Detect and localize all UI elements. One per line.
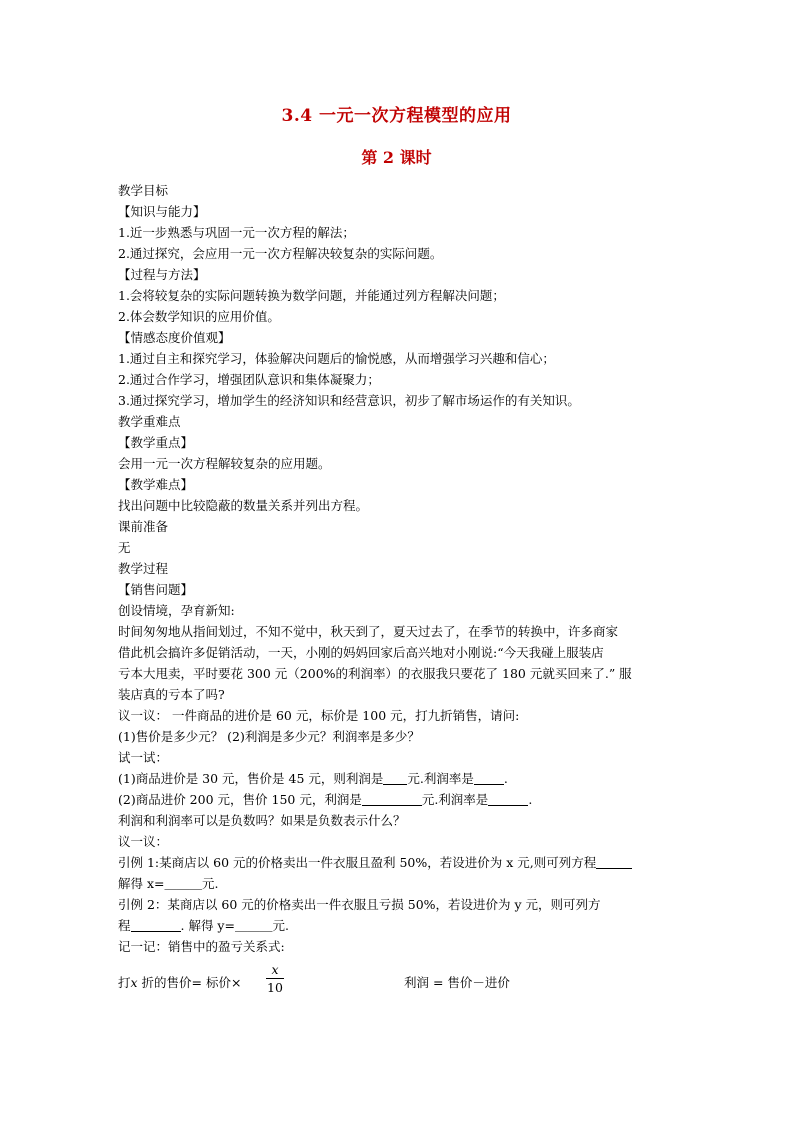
text-run: 元.利润率是: [421, 792, 489, 807]
example-line: [118, 915, 678, 936]
paragraph-line: 引例 2：某商店以 60 元的价格卖出一件衣服且亏损 50%，若设进价为 y 元，则可列方: [118, 897, 601, 912]
text-run: . 解得 y=＿＿＿元.: [180, 918, 289, 933]
fraction-numerator: x: [266, 961, 284, 979]
text-run: (2)商品进价 200 元，售价 150 元，利润是: [118, 792, 362, 807]
answer-blank: [488, 791, 528, 806]
paragraph-line: (1)售价是多少元？ (2)利润是多少元？利润率是多少？: [118, 729, 420, 744]
paragraph-line: 利润和利润率可以是负数吗？如果是负数表示什么？: [118, 813, 406, 828]
document-body: [118, 180, 678, 1005]
formula-row: [118, 961, 678, 1005]
text-run: .: [503, 771, 508, 786]
paragraph-line: 议一议：: [118, 834, 169, 849]
text-run: (1)商品进价是 30 元，售价是 45 元，则利润是: [118, 771, 384, 786]
paragraph-line: 2.通过探究，会应用一元一次方程解决较复杂的实际问题。: [118, 246, 443, 261]
paragraph-line: 会用一元一次方程解较复杂的应用题。: [118, 456, 331, 471]
exercise-line-1: [118, 768, 678, 789]
section-heading: 教学重难点: [118, 414, 181, 429]
subsection-heading: 【教学重点】: [118, 435, 194, 450]
paragraph-line: 解得 x=＿＿＿元.: [118, 876, 219, 891]
text-run: 打: [118, 975, 131, 990]
document-title: 3.4 一元一次方程模型的应用: [281, 106, 512, 126]
subsection-heading: 【知识与能力】: [118, 204, 206, 219]
exercise-line-2: [118, 789, 678, 810]
paragraph-line: 试一试：: [118, 750, 169, 765]
answer-blank: [362, 791, 422, 806]
paragraph-line: 2.体会数学知识的应用价值。: [118, 309, 280, 324]
subsection-heading: 【销售问题】: [118, 582, 194, 597]
subsection-heading: 【过程与方法】: [118, 267, 206, 282]
answer-blank: [474, 770, 504, 785]
paragraph-line: 1.通过自主和探究学习，体验解决问题后的愉悦感，从而增强学习兴趣和信心；: [118, 351, 555, 366]
profit-formula: 利润 = 售价－进价: [404, 975, 510, 990]
text-run: 引例 1:某商店以 60 元的价格卖出一件衣服且盈利 50%，若设进价为 x 元,则可列方程: [118, 855, 597, 870]
text-run: 折的售价= 标价×: [137, 975, 242, 990]
section-heading: 课前准备: [118, 519, 169, 534]
answer-blank: [131, 917, 181, 932]
paragraph-line: 时间匆匆地从指间划过，不知不觉中，秋天到了，夏天过去了，在季节的转换中，许多商家: [118, 624, 619, 639]
answer-blank: [596, 854, 632, 869]
paragraph-line: 找出问题中比较隐蔽的数量关系并列出方程。: [118, 498, 369, 513]
section-heading: 教学目标: [118, 183, 169, 198]
subsection-heading: 【情感态度价值观】: [118, 330, 231, 345]
paragraph-line: 借此机会搞许多促销活动，一天，小刚的妈妈回家后高兴地对小刚说:“今天我碰上服装店: [118, 645, 604, 660]
section-heading: 教学过程: [118, 561, 169, 576]
paragraph-line: 1.近一步熟悉与巩固一元一次方程的解法；: [118, 225, 355, 240]
text-run: 程: [118, 918, 131, 933]
paragraph-line: 亏本大甩卖，平时要花 300 元（200%的利润率）的衣服我只要花了 180 元就买回来了.” 服: [118, 666, 632, 681]
text-run: 元.利润率是: [407, 771, 474, 786]
document-subtitle: 第 2 课时: [361, 148, 432, 167]
paragraph-line: 记一记：销售中的盈亏关系式:: [118, 939, 285, 954]
fraction-denominator: 10: [267, 980, 283, 995]
paragraph-line: 无: [118, 540, 131, 555]
variable-x: x: [130, 975, 138, 990]
paragraph-line: 议一议： 一件商品的进价是 60 元，标价是 100 元，打九折销售，请问:: [118, 708, 520, 723]
paragraph-line: 1.会将较复杂的实际问题转换为数学问题，并能通过列方程解决问题；: [118, 288, 505, 303]
text-run: .: [528, 792, 533, 807]
paragraph-line: 装店真的亏本了吗?: [118, 687, 225, 702]
paragraph-line: 创设情境，孕育新知:: [118, 603, 235, 618]
fraction: [266, 961, 284, 996]
paragraph-line: 3.通过探究学习，增加学生的经济知识和经营意识，初步了解市场运作的有关知识。: [118, 393, 580, 408]
discount-formula: [118, 972, 241, 993]
answer-blank: [383, 770, 407, 785]
example-line: [118, 852, 678, 873]
paragraph-line: 2.通过合作学习，增强团队意识和集体凝聚力；: [118, 372, 380, 387]
subsection-heading: 【教学难点】: [118, 477, 194, 492]
